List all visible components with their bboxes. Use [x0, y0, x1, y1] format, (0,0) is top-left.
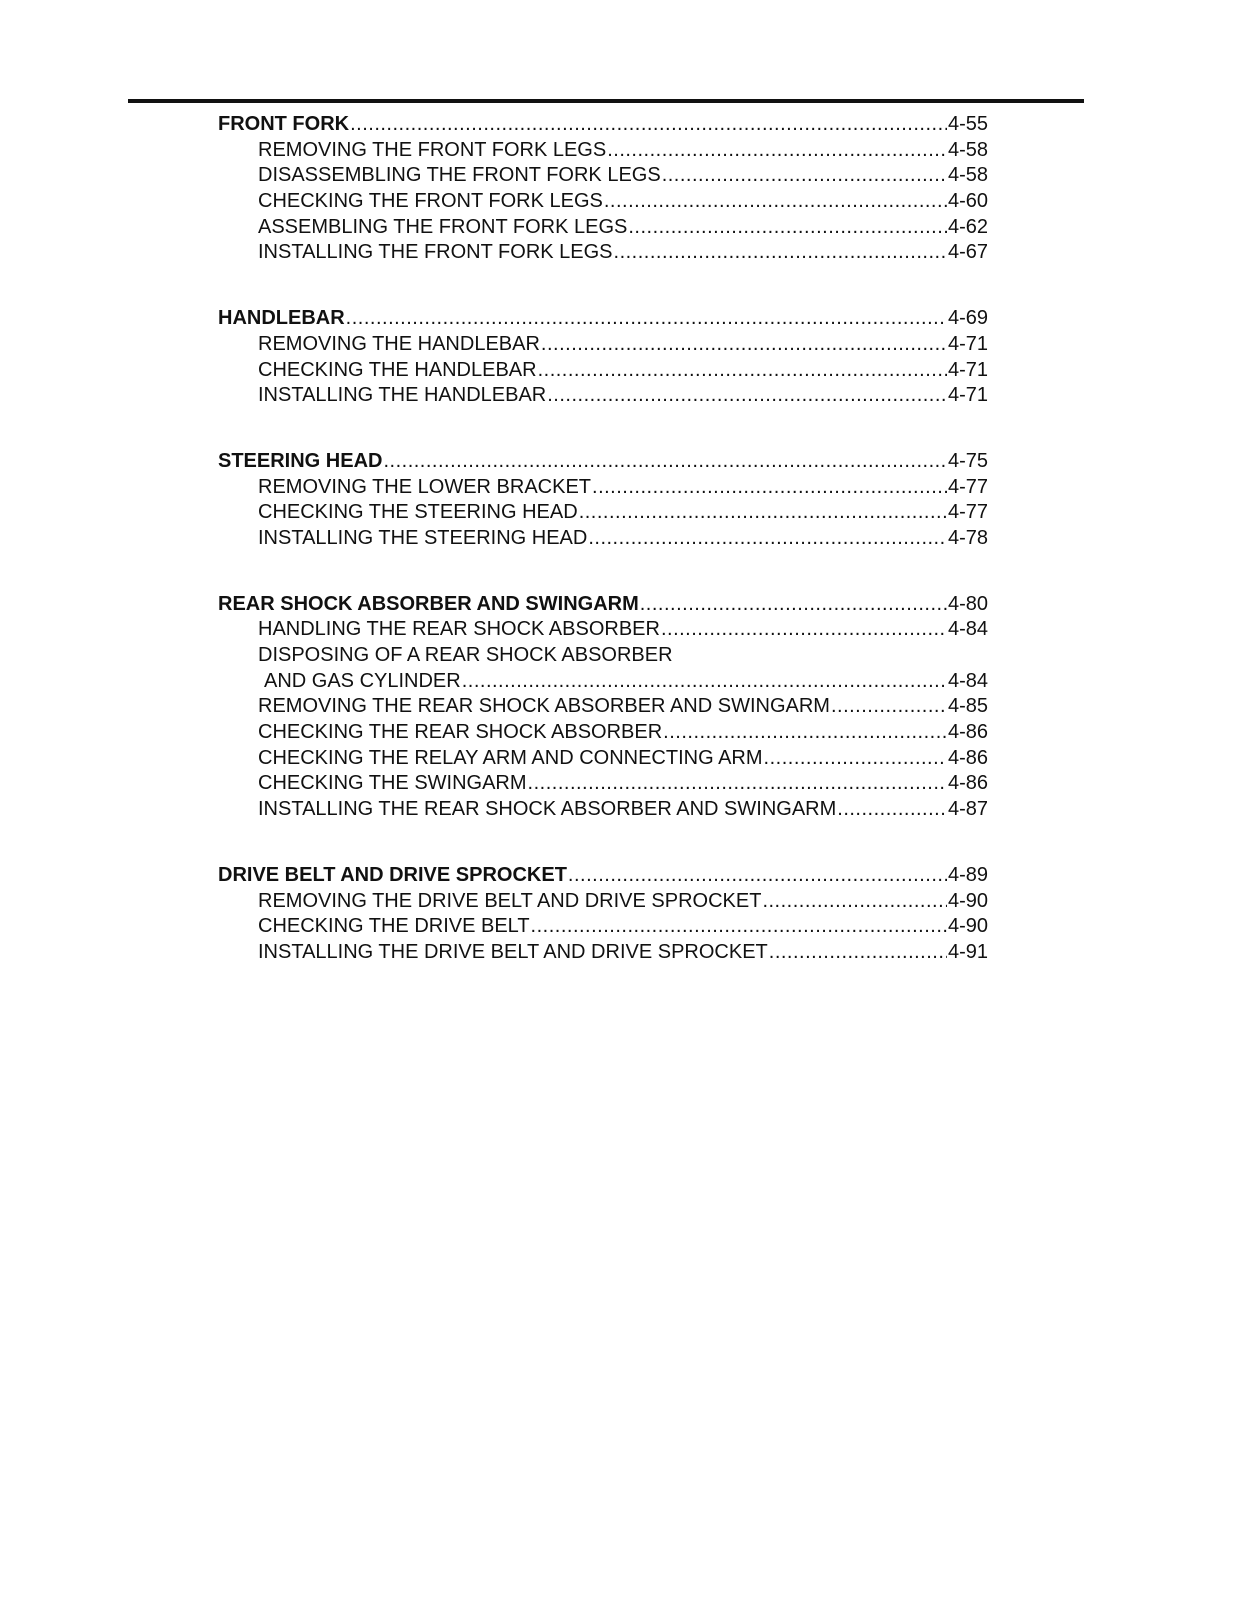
- toc-heading[interactable]: [218, 863, 988, 889]
- toc-entry-title: INSTALLING THE HANDLEBAR: [258, 384, 547, 407]
- toc-section: [218, 592, 988, 823]
- dot-leader: [346, 306, 947, 332]
- toc-entry[interactable]: [218, 771, 988, 797]
- dot-leader: [837, 797, 947, 823]
- dot-leader: [592, 475, 947, 501]
- toc-entry[interactable]: [218, 643, 988, 669]
- toc-entry[interactable]: [218, 889, 988, 915]
- dot-leader: [607, 138, 947, 164]
- dot-leader: [538, 358, 947, 384]
- toc-entry-title: CHECKING THE HANDLEBAR: [258, 358, 537, 381]
- dot-leader: [528, 771, 947, 797]
- dot-leader: [579, 500, 947, 526]
- toc-entry-title: DISPOSING OF A REAR SHOCK ABSORBER: [258, 644, 673, 666]
- dot-leader: [350, 112, 947, 138]
- toc-entry[interactable]: [218, 215, 988, 241]
- toc-entry[interactable]: [218, 163, 988, 189]
- toc-entry[interactable]: [218, 940, 988, 966]
- toc-entry-page-number: 4-91: [947, 940, 988, 963]
- toc-entry-page-number: 4-58: [947, 164, 988, 187]
- toc-heading-title: HANDLEBAR: [218, 307, 345, 330]
- toc-entry-continuation-page-number: 4-84: [947, 669, 988, 692]
- toc-entry[interactable]: [218, 189, 988, 215]
- toc-entry-page-number: 4-58: [947, 138, 988, 161]
- toc-entry-title: INSTALLING THE FRONT FORK LEGS: [258, 241, 613, 264]
- toc-entry[interactable]: [218, 617, 988, 643]
- toc-entry[interactable]: [218, 526, 988, 552]
- toc-section: [218, 112, 988, 266]
- dot-leader: [547, 383, 947, 409]
- toc-entry-page-number: 4-87: [947, 798, 988, 821]
- toc-heading[interactable]: [218, 449, 988, 475]
- toc-heading[interactable]: [218, 592, 988, 618]
- toc-entry-page-number: 4-71: [947, 384, 988, 407]
- dot-leader: [462, 669, 947, 695]
- toc-entry-page-number: 4-84: [947, 618, 988, 641]
- dot-leader: [531, 914, 947, 940]
- toc-entry-continuation[interactable]: [218, 669, 988, 695]
- table-of-contents: [218, 112, 988, 1006]
- toc-entry-page-number: 4-85: [947, 695, 988, 718]
- toc-heading[interactable]: [218, 112, 988, 138]
- toc-heading-page-number: 4-69: [947, 307, 988, 330]
- toc-entry-page-number: 4-71: [947, 358, 988, 381]
- toc-entry[interactable]: [218, 240, 988, 266]
- toc-entry-title: ASSEMBLING THE FRONT FORK LEGS: [258, 215, 628, 238]
- toc-entry-title: HANDLING THE REAR SHOCK ABSORBER: [258, 618, 660, 641]
- toc-entry-page-number: 4-90: [947, 915, 988, 938]
- toc-heading-title: STEERING HEAD: [218, 449, 383, 472]
- toc-entry[interactable]: [218, 797, 988, 823]
- toc-entry-title: INSTALLING THE DRIVE BELT AND DRIVE SPROCKET: [258, 940, 768, 963]
- toc-entry-title: REMOVING THE DRIVE BELT AND DRIVE SPROCKET: [258, 889, 762, 912]
- toc-section: [218, 306, 988, 409]
- toc-heading-page-number: 4-89: [947, 863, 988, 886]
- dot-leader: [604, 189, 947, 215]
- toc-entry-page-number: 4-86: [947, 746, 988, 769]
- toc-heading-title: REAR SHOCK ABSORBER AND SWINGARM: [218, 592, 639, 615]
- toc-entry-title: REMOVING THE REAR SHOCK ABSORBER AND SWINGARM: [258, 695, 830, 718]
- toc-entry-title: REMOVING THE FRONT FORK LEGS: [258, 138, 607, 161]
- toc-entry-page-number: 4-67: [947, 241, 988, 264]
- toc-entry-continuation-title: AND GAS CYLINDER: [264, 669, 461, 692]
- dot-leader: [764, 746, 947, 772]
- toc-entry-page-number: 4-77: [947, 501, 988, 524]
- dot-leader: [640, 592, 947, 618]
- dot-leader: [762, 889, 947, 915]
- toc-entry[interactable]: [218, 746, 988, 772]
- toc-entry[interactable]: [218, 383, 988, 409]
- toc-entry-title: CHECKING THE FRONT FORK LEGS: [258, 190, 603, 213]
- dot-leader: [614, 240, 947, 266]
- dot-leader: [661, 617, 947, 643]
- dot-leader: [541, 332, 947, 358]
- toc-heading-page-number: 4-55: [947, 113, 988, 135]
- toc-entry-title: CHECKING THE DRIVE BELT: [258, 915, 530, 938]
- dot-leader: [383, 449, 947, 475]
- toc-entry-page-number: 4-60: [947, 190, 988, 213]
- toc-entry-title: DISASSEMBLING THE FRONT FORK LEGS: [258, 164, 661, 187]
- dot-leader: [663, 720, 947, 746]
- toc-entry-title: CHECKING THE SWINGARM: [258, 772, 527, 795]
- toc-entry[interactable]: [218, 500, 988, 526]
- toc-section: [218, 449, 988, 552]
- dot-leader: [769, 940, 947, 966]
- toc-entry-title: REMOVING THE HANDLEBAR: [258, 332, 540, 355]
- toc-entry-title: INSTALLING THE STEERING HEAD: [258, 526, 588, 549]
- toc-heading[interactable]: [218, 306, 988, 332]
- toc-heading-page-number: 4-75: [947, 449, 988, 472]
- dot-leader: [662, 163, 947, 189]
- toc-entry-title: INSTALLING THE REAR SHOCK ABSORBER AND SWINGARM: [258, 798, 837, 821]
- toc-entry[interactable]: [218, 332, 988, 358]
- toc-entry[interactable]: [218, 138, 988, 164]
- toc-entry-page-number: 4-86: [947, 721, 988, 744]
- toc-entry[interactable]: [218, 720, 988, 746]
- dot-leader: [588, 526, 947, 552]
- toc-entry[interactable]: [218, 358, 988, 384]
- toc-heading-page-number: 4-80: [947, 592, 988, 615]
- toc-entry-page-number: 4-78: [947, 526, 988, 549]
- toc-heading-title: FRONT FORK: [218, 113, 350, 135]
- toc-entry-page-number: 4-71: [947, 332, 988, 355]
- toc-entry[interactable]: [218, 475, 988, 501]
- toc-entry-page-number: 4-77: [947, 475, 988, 498]
- toc-entry-title: CHECKING THE REAR SHOCK ABSORBER: [258, 721, 663, 744]
- toc-entry-page-number: 4-90: [947, 889, 988, 912]
- toc-section: [218, 863, 988, 966]
- header-rule: [128, 99, 1084, 103]
- dot-leader: [568, 863, 947, 889]
- dot-leader: [831, 694, 947, 720]
- toc-entry[interactable]: [218, 694, 988, 720]
- toc-entry[interactable]: [218, 914, 988, 940]
- toc-heading-title: DRIVE BELT AND DRIVE SPROCKET: [218, 863, 567, 886]
- toc-entry-page-number: 4-86: [947, 772, 988, 795]
- toc-entry-title: CHECKING THE RELAY ARM AND CONNECTING ARM: [258, 746, 763, 769]
- toc-entry-title: CHECKING THE STEERING HEAD: [258, 501, 578, 524]
- dot-leader: [628, 215, 947, 241]
- toc-entry-page-number: 4-62: [947, 215, 988, 238]
- toc-entry-title: REMOVING THE LOWER BRACKET: [258, 475, 592, 498]
